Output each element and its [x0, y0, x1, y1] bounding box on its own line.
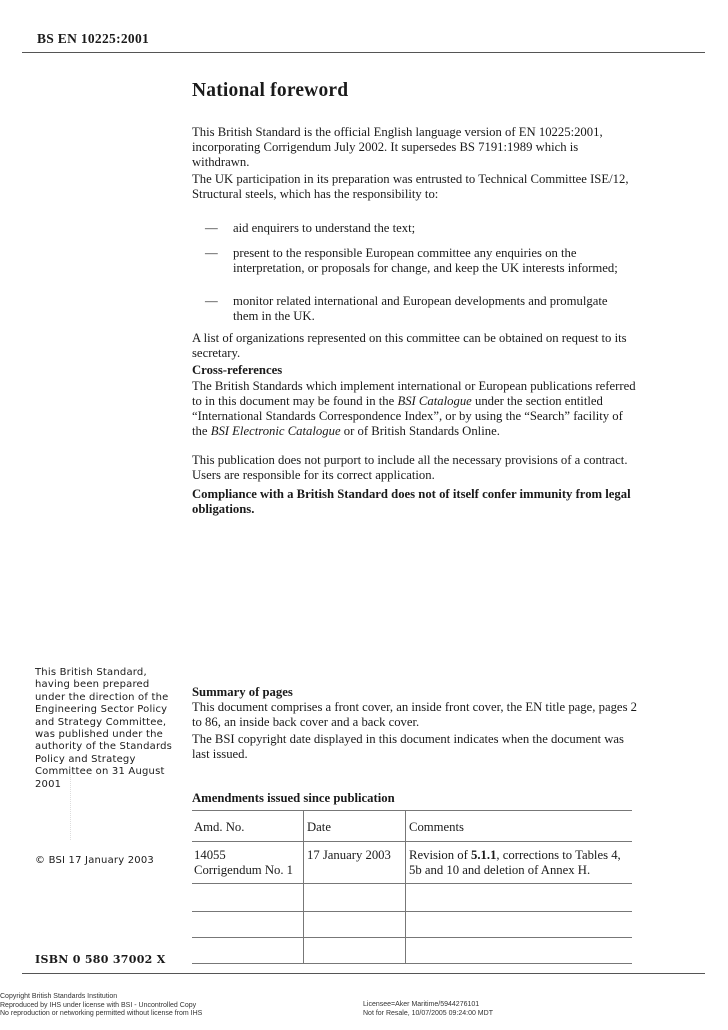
text-run: under the section entitled “International Standards Correspondence Index”, or by using the “Search” facility of the	[192, 394, 623, 438]
text-run: Revision of	[409, 848, 472, 862]
footer-line: Copyright British Standards Institution	[0, 993, 118, 1000]
dash-bullet: —	[205, 221, 218, 235]
text-run: The British Standards which implement international or European publications referred to in this document may be found in the	[192, 379, 636, 408]
foreword-paragraph-1: This British Standard is the official English language version of EN 10225:2001, incorporating Corrigendum July 2002. It supersedes BS 7191:1989 which is withdrawn.	[192, 125, 603, 169]
dash-bullet: —	[205, 246, 218, 260]
isbn: ISBN 0 580 37002 X	[35, 953, 166, 966]
responsibility-item	[205, 246, 635, 276]
clause-reference: 5.1.1	[471, 848, 497, 862]
table-column-divider	[303, 810, 304, 963]
responsibility-item	[205, 221, 635, 236]
header-rule	[22, 52, 705, 53]
table-column-divider	[405, 810, 406, 963]
column-header-amd-no: Amd. No.	[194, 820, 245, 834]
summary-paragraph-2: The BSI copyright date displayed in this document indicates when the document was last issued.	[192, 732, 624, 761]
amendment-comment	[409, 848, 631, 878]
copyright-notice: © BSI 17 January 2003	[35, 855, 154, 866]
footer-line: Licensee=Aker Maritime/5944276101	[363, 1001, 480, 1008]
table-rule	[192, 937, 632, 938]
document-code: BS EN 10225:2001	[37, 31, 150, 46]
column-header-comments: Comments	[409, 820, 464, 834]
responsibility-item	[205, 294, 635, 324]
footer-line: Not for Resale, 10/07/2005 09:24:00 MDT	[363, 1009, 493, 1017]
table-rule	[192, 963, 632, 964]
footer-rule	[22, 973, 705, 974]
cross-references-paragraph	[192, 379, 638, 439]
foreword-paragraph-3: A list of organizations represented on this committee can be obtained on request to its secretary.	[192, 331, 627, 360]
amendment-number	[194, 848, 302, 878]
text-run: or of British Standards Online.	[340, 424, 500, 438]
footer-left	[0, 993, 300, 1019]
provisions-paragraph: This publication does not purport to include all the necessary provisions of a contract. Users are responsible for its correct application.	[192, 453, 628, 482]
footer-line: No reproduction or networking permitted without license from IHS	[0, 1010, 203, 1018]
table-rule	[192, 883, 632, 884]
column-header-date: Date	[307, 820, 331, 834]
foreword-paragraph-2: The UK participation in its preparation was entrusted to Technical Committee ISE/12, Structural steels, which has the responsibility to:	[192, 172, 629, 201]
amendment-date: 17 January 2003	[307, 848, 391, 862]
responsibility-text: aid enquirers to understand the text;	[233, 221, 416, 235]
responsibility-text: monitor related international and European developments and promulgate them in the UK.	[233, 294, 608, 323]
text-run: , corrections to Tables 4, 5b and 10 and deletion of Annex H.	[409, 848, 621, 877]
summary-paragraph-1: This document comprises a front cover, an inside front cover, the EN title page, pages 2 to 86, an inside back cover and a back cover.	[192, 700, 638, 729]
amendment-label: Corrigendum No. 1	[194, 863, 294, 877]
compliance-statement: Compliance with a British Standard does not of itself confer immunity from legal obligations.	[192, 487, 631, 516]
publication-note: This British Standard, having been prepared under the direction of the Engineering Sector Policy and Strategy Committee, was published under the authority of the Standards Policy and Strategy Committee on 31 August 2001	[35, 667, 173, 790]
watermark-strip	[70, 770, 81, 840]
summary-heading: Summary of pages	[192, 685, 293, 699]
responsibility-text: present to the responsible European committee any enquiries on the interpretation, or proposals for change, and keep the UK interests informed;	[233, 246, 618, 275]
bsi-electronic-catalogue-title: BSI Electronic Catalogue	[210, 424, 341, 438]
table-rule	[192, 911, 632, 912]
footer-line: Reproduced by IHS under license with BSI - Uncontrolled Copy	[0, 1001, 197, 1009]
cross-references-heading: Cross-references	[192, 363, 283, 377]
amendments-heading: Amendments issued since publication	[192, 791, 395, 805]
table-rule	[192, 810, 632, 811]
amendment-id: 14055	[194, 848, 226, 862]
table-rule	[192, 841, 632, 842]
page-title: National foreword	[192, 80, 349, 101]
footer-right	[363, 1001, 663, 1018]
dash-bullet: —	[205, 294, 218, 308]
bsi-catalogue-title: BSI Catalogue	[397, 394, 472, 408]
